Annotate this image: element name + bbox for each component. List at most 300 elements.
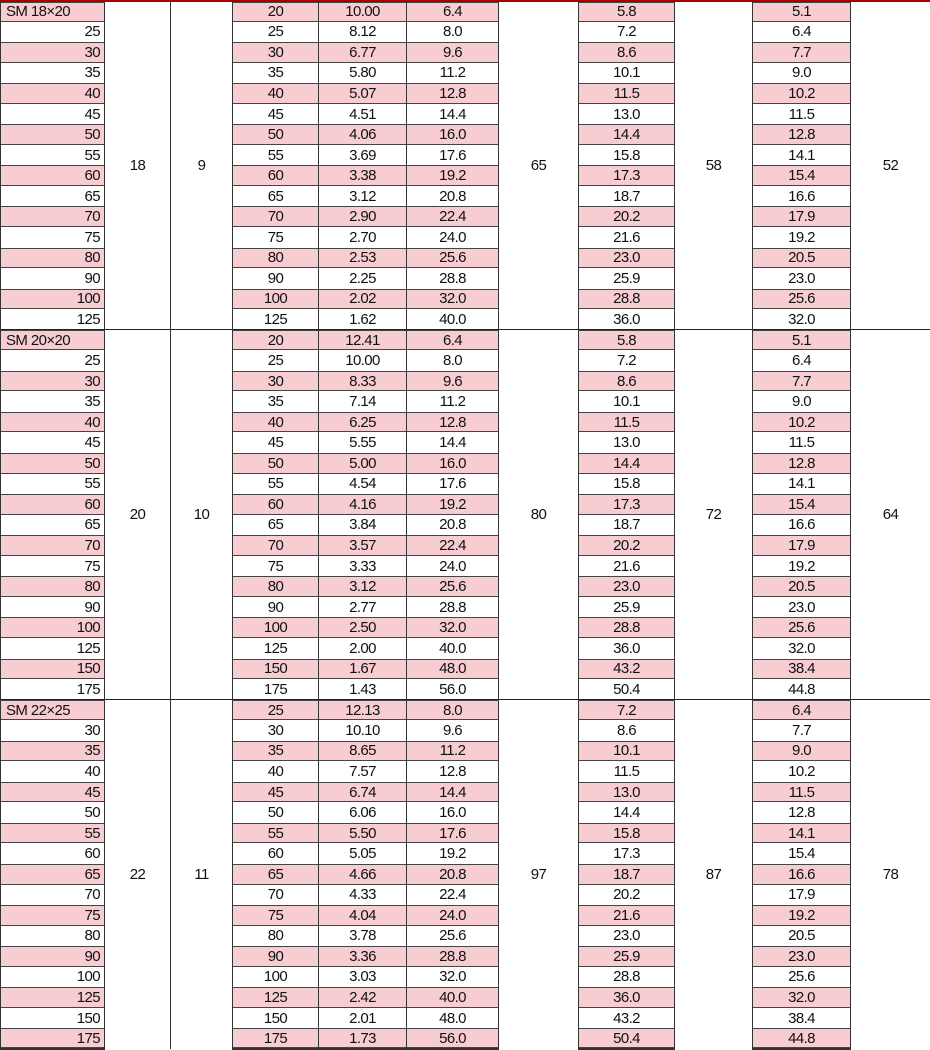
value-cell: 8.65 <box>319 741 407 762</box>
value-cell: 16.6 <box>753 864 851 885</box>
value-cell: 90 <box>233 268 319 289</box>
value-cell: 5.1 <box>753 330 851 351</box>
value-cell: 14.1 <box>753 145 851 166</box>
value-cell: 19.2 <box>407 165 499 186</box>
value-cell: 28.8 <box>579 967 675 988</box>
value-cell: 13.0 <box>579 104 675 125</box>
value-cell: 16.0 <box>407 124 499 145</box>
spec-cell: 65 <box>499 1 579 330</box>
value-cell: 6.4 <box>407 330 499 351</box>
spec-cell: 64 <box>851 330 930 700</box>
value-cell: 40.0 <box>407 638 499 659</box>
value-cell: 12.8 <box>407 83 499 104</box>
value-cell: 2.77 <box>319 597 407 618</box>
value-cell: 80 <box>233 248 319 269</box>
value-cell: 1.62 <box>319 309 407 330</box>
length-cell: 50 <box>1 453 105 474</box>
value-cell: 38.4 <box>753 659 851 680</box>
table-row <box>1 330 930 351</box>
value-cell: 1.67 <box>319 659 407 680</box>
value-cell: 2.01 <box>319 1008 407 1029</box>
value-cell: 25 <box>233 22 319 43</box>
length-cell: 70 <box>1 535 105 556</box>
value-cell: 32.0 <box>753 987 851 1008</box>
length-cell: 175 <box>1 1028 105 1049</box>
value-cell: 5.07 <box>319 83 407 104</box>
value-cell: 11.5 <box>579 83 675 104</box>
value-cell: 40.0 <box>407 987 499 1008</box>
length-cell: 90 <box>1 597 105 618</box>
length-cell: 80 <box>1 926 105 947</box>
value-cell: 3.12 <box>319 186 407 207</box>
value-cell: 150 <box>233 659 319 680</box>
value-cell: 21.6 <box>579 905 675 926</box>
value-cell: 30 <box>233 371 319 392</box>
value-cell: 6.74 <box>319 782 407 803</box>
value-cell: 40.0 <box>407 309 499 330</box>
value-cell: 2.25 <box>319 268 407 289</box>
value-cell: 9.0 <box>753 391 851 412</box>
value-cell: 17.9 <box>753 206 851 227</box>
value-cell: 10.00 <box>319 350 407 371</box>
value-cell: 5.8 <box>579 330 675 351</box>
spec-table-body <box>1 1 930 1049</box>
value-cell: 20.8 <box>407 186 499 207</box>
value-cell: 10.00 <box>319 1 407 22</box>
value-cell: 20.5 <box>753 248 851 269</box>
value-cell: 7.14 <box>319 391 407 412</box>
length-cell: 25 <box>1 350 105 371</box>
value-cell: 32.0 <box>407 617 499 638</box>
length-cell: 150 <box>1 1008 105 1029</box>
length-cell: 80 <box>1 576 105 597</box>
value-cell: 2.00 <box>319 638 407 659</box>
value-cell: 50.4 <box>579 679 675 700</box>
value-cell: 65 <box>233 186 319 207</box>
length-cell: 55 <box>1 474 105 495</box>
length-cell: 100 <box>1 967 105 988</box>
value-cell: 32.0 <box>407 967 499 988</box>
value-cell: 70 <box>233 535 319 556</box>
value-cell: 5.80 <box>319 63 407 84</box>
value-cell: 28.8 <box>407 597 499 618</box>
value-cell: 22.4 <box>407 206 499 227</box>
value-cell: 56.0 <box>407 679 499 700</box>
value-cell: 20.8 <box>407 515 499 536</box>
length-cell: 100 <box>1 289 105 310</box>
value-cell: 36.0 <box>579 987 675 1008</box>
value-cell: 10.2 <box>753 412 851 433</box>
value-cell: 35 <box>233 741 319 762</box>
value-cell: 11.2 <box>407 741 499 762</box>
spec-cell: 97 <box>499 700 579 1049</box>
length-cell: 65 <box>1 864 105 885</box>
length-cell: 55 <box>1 823 105 844</box>
value-cell: 32.0 <box>407 289 499 310</box>
value-cell: 15.4 <box>753 494 851 515</box>
value-cell: 6.4 <box>753 700 851 721</box>
value-cell: 9.6 <box>407 42 499 63</box>
value-cell: 11.2 <box>407 63 499 84</box>
value-cell: 36.0 <box>579 309 675 330</box>
value-cell: 30 <box>233 720 319 741</box>
spec-cell: 78 <box>851 700 930 1049</box>
length-cell: 100 <box>1 617 105 638</box>
value-cell: 35 <box>233 63 319 84</box>
length-cell: 175 <box>1 679 105 700</box>
value-cell: 13.0 <box>579 782 675 803</box>
value-cell: 125 <box>233 309 319 330</box>
value-cell: 8.0 <box>407 700 499 721</box>
value-cell: 17.6 <box>407 145 499 166</box>
value-cell: 19.2 <box>407 494 499 515</box>
value-cell: 4.06 <box>319 124 407 145</box>
model-label: SM 22×25 <box>1 700 105 721</box>
value-cell: 12.8 <box>407 761 499 782</box>
length-cell: 90 <box>1 268 105 289</box>
value-cell: 18.7 <box>579 186 675 207</box>
spec-cell: 20 <box>105 330 171 700</box>
value-cell: 9.0 <box>753 741 851 762</box>
value-cell: 55 <box>233 823 319 844</box>
value-cell: 5.00 <box>319 453 407 474</box>
value-cell: 6.25 <box>319 412 407 433</box>
value-cell: 24.0 <box>407 556 499 577</box>
value-cell: 90 <box>233 597 319 618</box>
value-cell: 11.5 <box>579 761 675 782</box>
spec-cell: 10 <box>171 330 233 700</box>
value-cell: 9.6 <box>407 371 499 392</box>
value-cell: 17.9 <box>753 885 851 906</box>
value-cell: 25 <box>233 350 319 371</box>
value-cell: 75 <box>233 227 319 248</box>
value-cell: 19.2 <box>753 227 851 248</box>
value-cell: 23.0 <box>753 946 851 967</box>
length-cell: 35 <box>1 391 105 412</box>
value-cell: 14.4 <box>407 432 499 453</box>
value-cell: 3.57 <box>319 535 407 556</box>
value-cell: 11.5 <box>753 104 851 125</box>
value-cell: 55 <box>233 474 319 495</box>
length-cell: 35 <box>1 741 105 762</box>
value-cell: 20.5 <box>753 926 851 947</box>
value-cell: 14.4 <box>579 124 675 145</box>
value-cell: 25.6 <box>407 926 499 947</box>
value-cell: 17.6 <box>407 823 499 844</box>
value-cell: 40 <box>233 412 319 433</box>
table-row <box>1 700 930 721</box>
value-cell: 8.0 <box>407 350 499 371</box>
length-cell: 35 <box>1 63 105 84</box>
value-cell: 2.70 <box>319 227 407 248</box>
value-cell: 10.1 <box>579 391 675 412</box>
value-cell: 23.0 <box>753 597 851 618</box>
value-cell: 2.02 <box>319 289 407 310</box>
value-cell: 60 <box>233 494 319 515</box>
value-cell: 7.57 <box>319 761 407 782</box>
value-cell: 2.53 <box>319 248 407 269</box>
value-cell: 100 <box>233 617 319 638</box>
value-cell: 16.0 <box>407 453 499 474</box>
value-cell: 32.0 <box>753 309 851 330</box>
value-cell: 80 <box>233 926 319 947</box>
value-cell: 25.6 <box>753 289 851 310</box>
value-cell: 10.1 <box>579 63 675 84</box>
value-cell: 48.0 <box>407 1008 499 1029</box>
value-cell: 19.2 <box>753 905 851 926</box>
value-cell: 3.84 <box>319 515 407 536</box>
value-cell: 17.3 <box>579 165 675 186</box>
length-cell: 30 <box>1 371 105 392</box>
value-cell: 3.69 <box>319 145 407 166</box>
value-cell: 44.8 <box>753 679 851 700</box>
value-cell: 13.0 <box>579 432 675 453</box>
value-cell: 25 <box>233 700 319 721</box>
value-cell: 6.4 <box>407 1 499 22</box>
value-cell: 23.0 <box>579 576 675 597</box>
length-cell: 30 <box>1 42 105 63</box>
value-cell: 10.10 <box>319 720 407 741</box>
length-cell: 125 <box>1 638 105 659</box>
value-cell: 6.77 <box>319 42 407 63</box>
value-cell: 20.2 <box>579 206 675 227</box>
value-cell: 3.03 <box>319 967 407 988</box>
spec-cell: 80 <box>499 330 579 700</box>
length-cell: 75 <box>1 227 105 248</box>
length-cell: 60 <box>1 165 105 186</box>
value-cell: 50.4 <box>579 1028 675 1049</box>
value-cell: 75 <box>233 556 319 577</box>
value-cell: 14.1 <box>753 474 851 495</box>
length-cell: 75 <box>1 556 105 577</box>
value-cell: 7.7 <box>753 720 851 741</box>
value-cell: 19.2 <box>407 843 499 864</box>
value-cell: 55 <box>233 145 319 166</box>
spec-cell: 72 <box>675 330 753 700</box>
value-cell: 40 <box>233 83 319 104</box>
value-cell: 17.6 <box>407 474 499 495</box>
value-cell: 23.0 <box>579 926 675 947</box>
value-cell: 17.3 <box>579 843 675 864</box>
value-cell: 24.0 <box>407 227 499 248</box>
value-cell: 20.2 <box>579 885 675 906</box>
value-cell: 20.2 <box>579 535 675 556</box>
value-cell: 6.06 <box>319 802 407 823</box>
value-cell: 21.6 <box>579 556 675 577</box>
length-cell: 25 <box>1 22 105 43</box>
value-cell: 2.42 <box>319 987 407 1008</box>
value-cell: 20 <box>233 1 319 22</box>
value-cell: 2.90 <box>319 206 407 227</box>
value-cell: 10.2 <box>753 83 851 104</box>
value-cell: 175 <box>233 679 319 700</box>
value-cell: 100 <box>233 967 319 988</box>
value-cell: 8.6 <box>579 42 675 63</box>
value-cell: 50 <box>233 453 319 474</box>
value-cell: 4.16 <box>319 494 407 515</box>
value-cell: 45 <box>233 104 319 125</box>
value-cell: 9.6 <box>407 720 499 741</box>
value-cell: 25.9 <box>579 268 675 289</box>
value-cell: 65 <box>233 515 319 536</box>
spec-cell: 87 <box>675 700 753 1049</box>
length-cell: 75 <box>1 905 105 926</box>
value-cell: 14.1 <box>753 823 851 844</box>
value-cell: 15.8 <box>579 474 675 495</box>
value-cell: 38.4 <box>753 1008 851 1029</box>
length-cell: 40 <box>1 83 105 104</box>
value-cell: 7.7 <box>753 371 851 392</box>
value-cell: 4.04 <box>319 905 407 926</box>
value-cell: 8.0 <box>407 22 499 43</box>
length-cell: 70 <box>1 885 105 906</box>
value-cell: 4.54 <box>319 474 407 495</box>
value-cell: 23.0 <box>579 248 675 269</box>
value-cell: 25.6 <box>753 617 851 638</box>
value-cell: 3.38 <box>319 165 407 186</box>
value-cell: 5.55 <box>319 432 407 453</box>
spec-cell: 58 <box>675 1 753 330</box>
spec-cell: 52 <box>851 1 930 330</box>
value-cell: 125 <box>233 987 319 1008</box>
length-cell: 40 <box>1 761 105 782</box>
value-cell: 30 <box>233 42 319 63</box>
value-cell: 16.6 <box>753 515 851 536</box>
value-cell: 50 <box>233 802 319 823</box>
spec-cell: 11 <box>171 700 233 1049</box>
value-cell: 32.0 <box>753 638 851 659</box>
value-cell: 3.12 <box>319 576 407 597</box>
length-cell: 55 <box>1 145 105 166</box>
model-label: SM 20×20 <box>1 330 105 351</box>
value-cell: 14.4 <box>579 453 675 474</box>
value-cell: 17.3 <box>579 494 675 515</box>
value-cell: 125 <box>233 638 319 659</box>
value-cell: 80 <box>233 576 319 597</box>
spec-cell: 22 <box>105 700 171 1049</box>
value-cell: 100 <box>233 289 319 310</box>
value-cell: 12.8 <box>753 453 851 474</box>
value-cell: 14.4 <box>407 104 499 125</box>
value-cell: 10.2 <box>753 761 851 782</box>
length-cell: 60 <box>1 494 105 515</box>
value-cell: 22.4 <box>407 535 499 556</box>
value-cell: 15.8 <box>579 823 675 844</box>
spec-cell: 18 <box>105 1 171 330</box>
value-cell: 56.0 <box>407 1028 499 1049</box>
value-cell: 60 <box>233 843 319 864</box>
value-cell: 7.7 <box>753 42 851 63</box>
value-cell: 12.8 <box>753 802 851 823</box>
value-cell: 5.1 <box>753 1 851 22</box>
value-cell: 15.4 <box>753 843 851 864</box>
spec-cell: 9 <box>171 1 233 330</box>
value-cell: 4.51 <box>319 104 407 125</box>
value-cell: 8.12 <box>319 22 407 43</box>
value-cell: 20.8 <box>407 864 499 885</box>
length-cell: 80 <box>1 248 105 269</box>
value-cell: 3.33 <box>319 556 407 577</box>
value-cell: 48.0 <box>407 659 499 680</box>
value-cell: 22.4 <box>407 885 499 906</box>
value-cell: 5.05 <box>319 843 407 864</box>
value-cell: 6.4 <box>753 350 851 371</box>
value-cell: 40 <box>233 761 319 782</box>
value-cell: 75 <box>233 905 319 926</box>
value-cell: 28.8 <box>579 617 675 638</box>
value-cell: 6.4 <box>753 22 851 43</box>
length-cell: 125 <box>1 309 105 330</box>
value-cell: 60 <box>233 165 319 186</box>
value-cell: 8.6 <box>579 371 675 392</box>
value-cell: 12.13 <box>319 700 407 721</box>
value-cell: 5.50 <box>319 823 407 844</box>
length-cell: 45 <box>1 782 105 803</box>
value-cell: 3.36 <box>319 946 407 967</box>
value-cell: 15.8 <box>579 145 675 166</box>
value-cell: 65 <box>233 864 319 885</box>
length-cell: 30 <box>1 720 105 741</box>
value-cell: 16.6 <box>753 186 851 207</box>
length-cell: 150 <box>1 659 105 680</box>
value-cell: 18.7 <box>579 515 675 536</box>
value-cell: 19.2 <box>753 556 851 577</box>
length-cell: 60 <box>1 843 105 864</box>
value-cell: 23.0 <box>753 268 851 289</box>
length-cell: 40 <box>1 412 105 433</box>
length-cell: 90 <box>1 946 105 967</box>
value-cell: 8.33 <box>319 371 407 392</box>
value-cell: 12.8 <box>407 412 499 433</box>
value-cell: 11.5 <box>753 432 851 453</box>
value-cell: 50 <box>233 124 319 145</box>
value-cell: 150 <box>233 1008 319 1029</box>
value-cell: 70 <box>233 885 319 906</box>
value-cell: 20 <box>233 330 319 351</box>
value-cell: 90 <box>233 946 319 967</box>
length-cell: 45 <box>1 432 105 453</box>
value-cell: 7.2 <box>579 350 675 371</box>
value-cell: 8.6 <box>579 720 675 741</box>
value-cell: 2.50 <box>319 617 407 638</box>
value-cell: 45 <box>233 782 319 803</box>
value-cell: 9.0 <box>753 63 851 84</box>
value-cell: 28.8 <box>407 946 499 967</box>
length-cell: 70 <box>1 206 105 227</box>
value-cell: 10.1 <box>579 741 675 762</box>
length-cell: 45 <box>1 104 105 125</box>
value-cell: 43.2 <box>579 659 675 680</box>
value-cell: 24.0 <box>407 905 499 926</box>
value-cell: 4.33 <box>319 885 407 906</box>
model-label: SM 18×20 <box>1 1 105 22</box>
value-cell: 25.6 <box>407 248 499 269</box>
value-cell: 25.6 <box>753 967 851 988</box>
value-cell: 1.73 <box>319 1028 407 1049</box>
value-cell: 17.9 <box>753 535 851 556</box>
value-cell: 25.9 <box>579 946 675 967</box>
value-cell: 7.2 <box>579 700 675 721</box>
value-cell: 45 <box>233 432 319 453</box>
value-cell: 7.2 <box>579 22 675 43</box>
value-cell: 15.4 <box>753 165 851 186</box>
value-cell: 36.0 <box>579 638 675 659</box>
length-cell: 50 <box>1 124 105 145</box>
value-cell: 4.66 <box>319 864 407 885</box>
value-cell: 14.4 <box>579 802 675 823</box>
value-cell: 14.4 <box>407 782 499 803</box>
value-cell: 12.8 <box>753 124 851 145</box>
